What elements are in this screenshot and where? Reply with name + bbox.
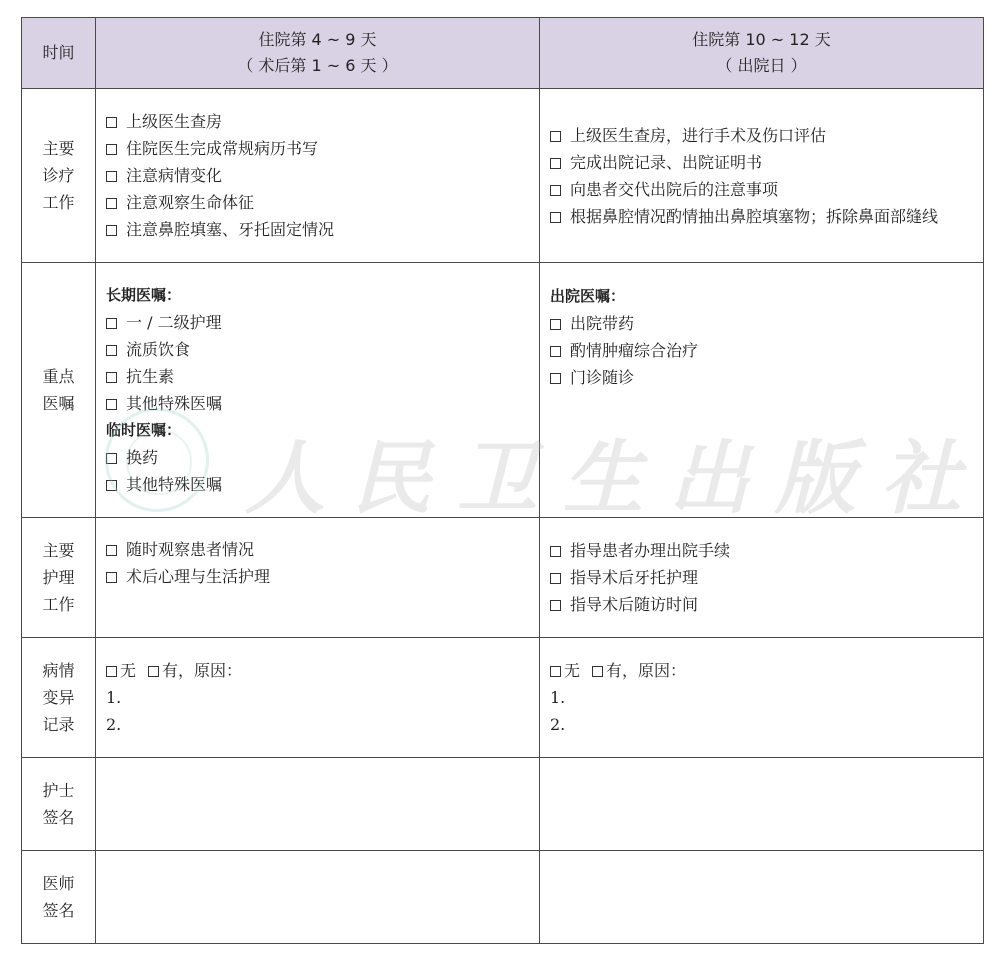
orders-col1 — [96, 263, 540, 518]
checkbox-icon[interactable] — [550, 346, 561, 357]
variance-line-1[interactable]: 1. — [550, 688, 566, 707]
checklist-item[interactable]: 指导患者办理出院手续 — [550, 537, 973, 564]
checkbox-icon[interactable] — [106, 545, 117, 556]
checkbox-icon[interactable] — [550, 185, 561, 196]
checkbox-icon[interactable] — [106, 453, 117, 464]
checkbox-icon[interactable] — [106, 666, 117, 677]
diagnosis-col2 — [540, 89, 984, 263]
checklist-item[interactable]: 注意鼻腔填塞、牙托固定情况 — [106, 216, 529, 243]
nurse-signature-label: 护士 签名 — [22, 758, 96, 851]
checklist-item[interactable]: 随时观察患者情况 — [106, 536, 529, 563]
checklist-item[interactable]: 其他特殊医嘱 — [106, 390, 529, 417]
variance-label: 病情 变异 记录 — [22, 638, 96, 758]
nursing-label: 主要 护理 工作 — [22, 518, 96, 638]
checkbox-icon[interactable] — [550, 546, 561, 557]
checkbox-icon[interactable] — [550, 212, 561, 223]
checklist-item[interactable]: 完成出院记录、出院证明书 — [550, 149, 973, 176]
day-4-9-title: 住院第 4 ~ 9 天 — [258, 30, 377, 49]
day-4-9-subtitle: （ 术后第 1 ~ 6 天 ） — [237, 56, 398, 75]
checkbox-icon[interactable] — [550, 666, 561, 677]
checkbox-icon[interactable] — [106, 345, 117, 356]
day-4-9-header — [96, 18, 540, 89]
doctor-signature-label: 医师 签名 — [22, 851, 96, 944]
day-10-12-title: 住院第 10 ~ 12 天 — [692, 30, 831, 49]
checkbox-icon[interactable] — [592, 666, 603, 677]
clinical-pathway-table — [21, 17, 984, 944]
checkbox-icon[interactable] — [550, 373, 561, 384]
nurse-signature-row — [22, 758, 984, 851]
variance-col1 — [96, 638, 540, 758]
variance-line-2[interactable]: 2. — [550, 715, 566, 734]
checklist-item[interactable]: 酌情肿瘤综合治疗 — [550, 337, 973, 364]
variance-row — [22, 638, 984, 758]
checklist-item[interactable]: 流质饮食 — [106, 336, 529, 363]
diagnosis-col1 — [96, 89, 540, 263]
variance-line-1[interactable]: 1. — [106, 688, 122, 707]
diagnosis-label: 主要 诊疗 工作 — [22, 89, 96, 263]
checklist-item[interactable]: 向患者交代出院后的注意事项 — [550, 176, 973, 203]
checkbox-icon[interactable] — [550, 131, 561, 142]
nursing-col2 — [540, 518, 984, 638]
orders-label: 重点 医嘱 — [22, 263, 96, 518]
checklist-item[interactable]: 指导术后牙托护理 — [550, 564, 973, 591]
checklist-item[interactable]: 上级医生查房 — [106, 108, 529, 135]
checkbox-icon[interactable] — [106, 372, 117, 383]
nurse-signature-field-2[interactable] — [540, 758, 984, 851]
header-row — [22, 18, 984, 89]
watermark-text: 人民卫生出版社 — [245, 431, 987, 525]
temporary-orders-title: 临时医嘱： — [106, 421, 182, 439]
discharge-orders-title: 出院医嘱： — [550, 287, 626, 305]
diagnosis-row — [22, 89, 984, 263]
checkbox-icon[interactable] — [106, 399, 117, 410]
orders-row — [22, 263, 984, 518]
checklist-item[interactable]: 术后心理与生活护理 — [106, 563, 529, 590]
checkbox-icon[interactable] — [106, 480, 117, 491]
checklist-item[interactable]: 一 / 二级护理 — [106, 309, 529, 336]
time-header: 时间 — [22, 18, 96, 89]
nurse-signature-field-1[interactable] — [96, 758, 540, 851]
variance-none-option[interactable]: 无 — [550, 657, 580, 684]
checklist-item[interactable]: 注意观察生命体征 — [106, 189, 529, 216]
checklist-item[interactable]: 根据鼻腔情况酌情抽出鼻腔填塞物；拆除鼻面部缝线 — [550, 203, 973, 230]
checkbox-icon[interactable] — [106, 572, 117, 583]
variance-line-2[interactable]: 2. — [106, 715, 122, 734]
day-10-12-header — [540, 18, 984, 89]
checklist-item[interactable]: 换药 — [106, 444, 529, 471]
variance-none-option[interactable]: 无 — [106, 657, 136, 684]
checkbox-icon[interactable] — [550, 319, 561, 330]
orders-col2 — [540, 263, 984, 518]
checkbox-icon[interactable] — [148, 666, 159, 677]
checkbox-icon[interactable] — [106, 117, 117, 128]
checkbox-icon[interactable] — [106, 198, 117, 209]
checkbox-icon[interactable] — [106, 318, 117, 329]
checkbox-icon[interactable] — [106, 171, 117, 182]
checklist-item[interactable]: 住院医生完成常规病历书写 — [106, 135, 529, 162]
variance-yes-option[interactable]: 有，原因： — [592, 657, 686, 684]
checklist-item[interactable]: 上级医生查房，进行手术及伤口评估 — [550, 122, 973, 149]
checklist-item[interactable]: 注意病情变化 — [106, 162, 529, 189]
checklist-item[interactable]: 指导术后随访时间 — [550, 591, 973, 618]
variance-yes-option[interactable]: 有，原因： — [148, 657, 242, 684]
variance-col2 — [540, 638, 984, 758]
checkbox-icon[interactable] — [106, 144, 117, 155]
doctor-signature-field-2[interactable] — [540, 851, 984, 944]
checkbox-icon[interactable] — [550, 600, 561, 611]
nursing-row — [22, 518, 984, 638]
checkbox-icon[interactable] — [550, 158, 561, 169]
long-term-orders-title: 长期医嘱： — [106, 286, 182, 304]
checklist-item[interactable]: 出院带药 — [550, 310, 973, 337]
checkbox-icon[interactable] — [550, 573, 561, 584]
checklist-item[interactable]: 抗生素 — [106, 363, 529, 390]
doctor-signature-field-1[interactable] — [96, 851, 540, 944]
day-10-12-subtitle: （ 出院日 ） — [716, 56, 807, 75]
doctor-signature-row — [22, 851, 984, 944]
checklist-item[interactable]: 门诊随诊 — [550, 364, 973, 391]
nursing-col1 — [96, 518, 540, 638]
checklist-item[interactable]: 其他特殊医嘱 — [106, 471, 529, 498]
checkbox-icon[interactable] — [106, 225, 117, 236]
